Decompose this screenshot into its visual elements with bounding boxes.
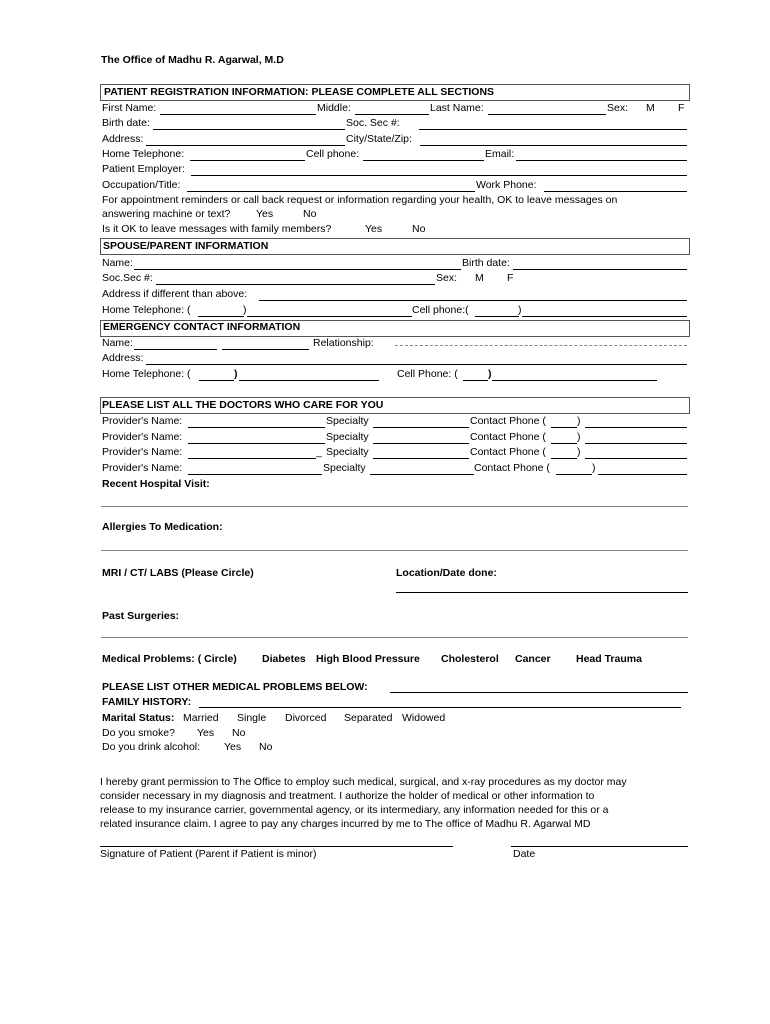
last-name-label: Last Name:: [430, 102, 484, 114]
problem-cancer-option[interactable]: Cancer: [515, 653, 551, 665]
sex-f-option[interactable]: F: [678, 102, 685, 114]
reminder-no-option[interactable]: No: [303, 208, 317, 220]
specialty-label: Specialty: [326, 446, 369, 458]
spouse-address-label: Address if different than above:: [102, 288, 248, 300]
city-state-zip-label: City/State/Zip:: [346, 133, 412, 145]
provider-name-field[interactable]: [188, 474, 322, 475]
contact-phone-label: Contact Phone (: [470, 415, 546, 427]
contact-area-code-field[interactable]: [556, 474, 592, 475]
cell-phone-label: Cell phone:: [306, 148, 360, 160]
contact-area-code-field[interactable]: [551, 458, 577, 459]
medical-problems-label: Medical Problems: ( Circle): [102, 653, 237, 665]
problem-head-trauma-option[interactable]: Head Trauma: [576, 653, 642, 665]
contact-paren: ): [592, 462, 596, 474]
contact-phone-field[interactable]: [585, 427, 687, 428]
recent-hospital-label: Recent Hospital Visit:: [102, 478, 210, 490]
emergency-cell-label: Cell Phone: (: [397, 368, 458, 380]
home-telephone-label: Home Telephone:: [102, 148, 185, 160]
smoke-no-option[interactable]: No: [232, 727, 246, 739]
birth-date-label: Birth date:: [102, 117, 150, 129]
contact-paren: ): [577, 415, 581, 427]
sex-label: Sex:: [607, 102, 629, 114]
spouse-cell-field[interactable]: [522, 316, 687, 317]
spouse-address-field[interactable]: [259, 300, 687, 301]
first-name-field[interactable]: [160, 114, 316, 115]
contact-phone-field[interactable]: [585, 458, 687, 459]
problem-diabetes-option[interactable]: Diabetes: [262, 653, 306, 665]
family-history-field[interactable]: [199, 707, 681, 708]
contact-phone-field[interactable]: [598, 474, 687, 475]
middle-name-field[interactable]: [355, 114, 429, 115]
spouse-birth-date-label: Birth date:: [462, 257, 510, 269]
contact-paren: ): [577, 446, 581, 458]
city-state-zip-field[interactable]: [420, 145, 687, 146]
smoke-question: Do you smoke?: [102, 727, 175, 739]
spouse-sex-label: Sex:: [436, 272, 458, 284]
email-field[interactable]: [516, 160, 687, 161]
spouse-cell-paren: ): [518, 304, 522, 316]
spouse-home-telephone-field[interactable]: [247, 316, 412, 317]
marital-married-option[interactable]: Married: [183, 712, 219, 724]
marital-single-option[interactable]: Single: [237, 712, 267, 724]
location-date-field[interactable]: [396, 592, 688, 593]
reminder-question-cont: answering machine or text?: [102, 208, 231, 220]
emergency-home-paren: ): [234, 368, 238, 380]
birth-date-field[interactable]: [153, 129, 345, 130]
soc-sec-field[interactable]: [419, 129, 687, 130]
signature-date-field[interactable]: [511, 846, 688, 847]
contact-area-code-field[interactable]: [551, 443, 577, 444]
specialty-label: Specialty: [323, 462, 366, 474]
spouse-cell-area-code-field[interactable]: [475, 316, 519, 317]
provider-name-field[interactable]: [188, 443, 325, 444]
allergies-field[interactable]: [101, 550, 688, 551]
alcohol-yes-option[interactable]: Yes: [224, 741, 242, 753]
address-label: Address:: [102, 133, 144, 145]
consent-text-line2: consider necessary in my diagnosis and treatment. I authorize the holder of medical or other information to: [100, 790, 595, 802]
specialty-field[interactable]: [373, 427, 469, 428]
other-problems-field[interactable]: [390, 692, 688, 693]
consent-text-line1: I hereby grant permission to The Office to employ such medical, surgical, and x-ray procedures as my doctor may: [100, 776, 627, 788]
family-history-label: FAMILY HISTORY:: [102, 696, 192, 708]
emergency-home-area-code-field[interactable]: [199, 380, 234, 381]
spouse-soc-sec-field[interactable]: [156, 284, 435, 285]
spouse-home-telephone-label: Home Telephone: (: [102, 304, 191, 316]
spouse-soc-sec-label: Soc.Sec #:: [102, 272, 153, 284]
contact-area-code-field[interactable]: [551, 427, 577, 428]
page-title: The Office of Madhu R. Agarwal, M.D: [101, 54, 284, 66]
patient-employer-field[interactable]: [191, 175, 687, 176]
past-surgeries-label: Past Surgeries:: [102, 610, 180, 622]
spouse-birth-date-field[interactable]: [513, 269, 687, 270]
emergency-home-telephone-field[interactable]: [239, 380, 379, 381]
emergency-address-field[interactable]: [146, 364, 687, 365]
patient-section-title: PATIENT REGISTRATION INFORMATION: PLEASE COMPLETE ALL SECTIONS: [104, 86, 495, 98]
emergency-section-title: EMERGENCY CONTACT INFORMATION: [103, 321, 301, 333]
spouse-cell-label: Cell phone:(: [412, 304, 469, 316]
work-phone-label: Work Phone:: [476, 179, 537, 191]
provider-name-label: Provider's Name:: [102, 415, 183, 427]
provider-name-label: Provider's Name:: [102, 462, 183, 474]
doctors-section-title: PLEASE LIST ALL THE DOCTORS WHO CARE FOR YOU: [102, 399, 384, 411]
smoke-yes-option[interactable]: Yes: [197, 727, 215, 739]
patient-signature-label: Signature of Patient (Parent if Patient is minor): [100, 848, 317, 860]
specialty-label: Specialty: [326, 431, 369, 443]
reminder-yes-option[interactable]: Yes: [256, 208, 274, 220]
patient-signature-field[interactable]: [100, 846, 453, 847]
spouse-sex-m-option[interactable]: M: [475, 272, 484, 284]
consent-text-line4: related insurance claim. I agree to pay any charges incurred by me to The office of Madhu R. Agarwal MD: [100, 818, 591, 830]
allergies-label: Allergies To Medication:: [102, 521, 223, 533]
home-telephone-field[interactable]: [190, 160, 305, 161]
spouse-home-area-code-field[interactable]: [198, 316, 244, 317]
spouse-home-paren: ): [243, 304, 247, 316]
past-surgeries-field[interactable]: [101, 637, 688, 638]
consent-text-line3: release to my insurance carrier, governmental agency, or its intermediary, any information needed for this or a: [100, 804, 609, 816]
emergency-home-telephone-label: Home Telephone: (: [102, 368, 191, 380]
provider-name-label: Provider's Name:: [102, 431, 183, 443]
occupation-field[interactable]: [187, 191, 475, 192]
emergency-cell-paren: ): [488, 368, 492, 380]
emergency-first-name-field[interactable]: [134, 349, 217, 350]
first-name-label: First Name:: [102, 102, 157, 114]
family-message-no-option[interactable]: No: [412, 223, 426, 235]
spouse-section-title: SPOUSE/PARENT INFORMATION: [103, 240, 269, 252]
provider-name-field[interactable]: [188, 458, 316, 459]
alcohol-question: Do you drink alcohol:: [102, 741, 201, 753]
marital-separated-option[interactable]: Separated: [344, 712, 393, 724]
spouse-name-field[interactable]: [134, 269, 461, 270]
recent-hospital-field[interactable]: [101, 506, 688, 507]
contact-phone-label: Contact Phone (: [474, 462, 550, 474]
soc-sec-label: Soc. Sec #:: [346, 117, 400, 129]
occupation-label: Occupation/Title:: [102, 179, 181, 191]
address-field[interactable]: [146, 145, 345, 146]
signature-date-label: Date: [513, 848, 536, 860]
other-problems-label: PLEASE LIST OTHER MEDICAL PROBLEMS BELOW:: [102, 681, 368, 693]
work-phone-field[interactable]: [544, 191, 687, 192]
contact-phone-label: Contact Phone (: [470, 446, 546, 458]
marital-status-label: Marital Status:: [102, 712, 175, 724]
spouse-sex-f-option[interactable]: F: [507, 272, 514, 284]
provider-name-field[interactable]: [188, 427, 325, 428]
emergency-name-label: Name:: [102, 337, 133, 349]
provider-name-label: Provider's Name:: [102, 446, 183, 458]
relationship-field[interactable]: [395, 345, 687, 346]
specialty-field[interactable]: [373, 443, 469, 444]
specialty-field[interactable]: [370, 474, 474, 475]
problem-high-blood-pressure-option[interactable]: High Blood Pressure: [316, 653, 420, 665]
specialty-field[interactable]: [373, 458, 469, 459]
reminder-question: For appointment reminders or call back request or information regarding your health, OK to leave messages on: [102, 194, 618, 206]
relationship-label: Relationship:: [313, 337, 374, 349]
marital-divorced-option[interactable]: Divorced: [285, 712, 327, 724]
location-date-label: Location/Date done:: [396, 567, 497, 579]
cell-phone-field[interactable]: [363, 160, 484, 161]
emergency-cell-area-code-field[interactable]: [463, 380, 488, 381]
last-name-field[interactable]: [488, 114, 606, 115]
family-message-question: Is it OK to leave messages with family members?: [102, 223, 332, 235]
emergency-cell-field[interactable]: [492, 380, 657, 381]
specialty-label: Specialty: [326, 415, 369, 427]
emergency-last-name-field[interactable]: [222, 349, 309, 350]
specialty-underscore: _: [316, 446, 322, 458]
marital-widowed-option[interactable]: Widowed: [402, 712, 446, 724]
contact-phone-label: Contact Phone (: [470, 431, 546, 443]
contact-phone-field[interactable]: [585, 443, 687, 444]
patient-employer-label: Patient Employer:: [102, 163, 185, 175]
sex-m-option[interactable]: M: [646, 102, 655, 114]
family-message-yes-option[interactable]: Yes: [365, 223, 383, 235]
alcohol-no-option[interactable]: No: [259, 741, 273, 753]
middle-name-label: Middle:: [317, 102, 351, 114]
email-label: Email:: [485, 148, 515, 160]
spouse-name-label: Name:: [102, 257, 133, 269]
emergency-address-label: Address:: [102, 352, 144, 364]
mri-ct-labs-label: MRI / CT/ LABS (Please Circle): [102, 567, 254, 579]
contact-paren: ): [577, 431, 581, 443]
problem-cholesterol-option[interactable]: Cholesterol: [441, 653, 499, 665]
